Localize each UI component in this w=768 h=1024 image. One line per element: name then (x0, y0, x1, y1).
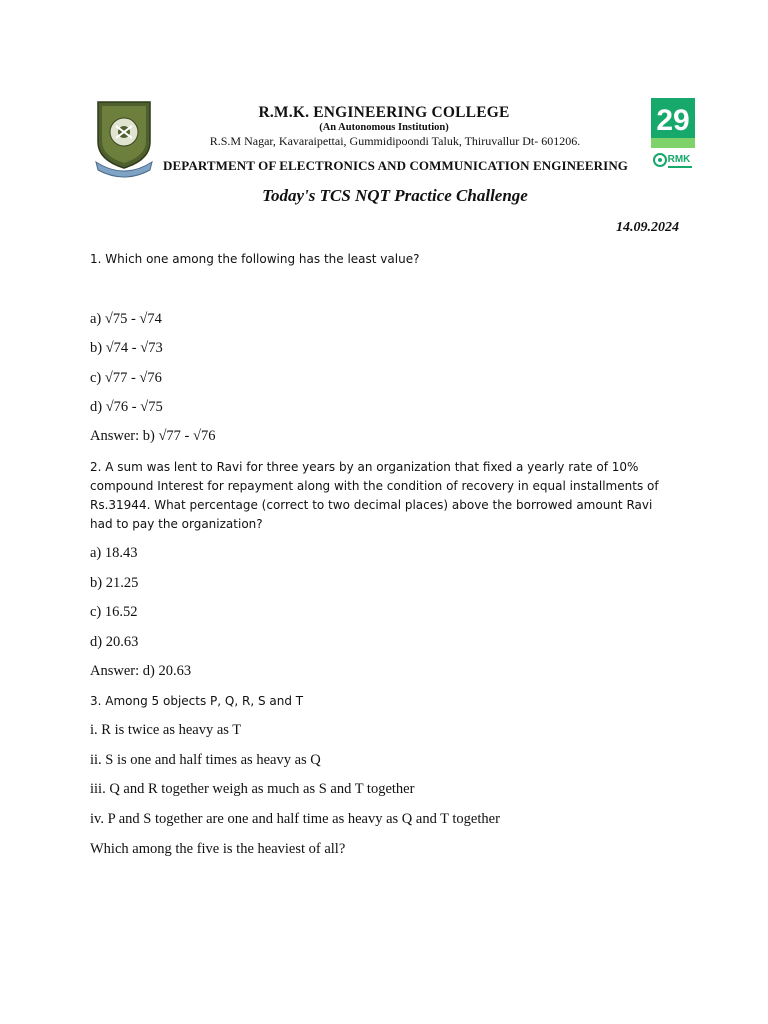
badge-brand: RMK (667, 154, 691, 165)
question-3-text: 3. Among 5 objects P, Q, R, S and T (90, 694, 304, 708)
question-3-statement-i: i. R is twice as heavy as T (90, 722, 242, 738)
question-1-text: 1. Which one among the following has the least value? (90, 252, 420, 266)
question-2-option-d: d) 20.63 (90, 634, 139, 650)
question-2-option-c: c) 16.52 (90, 604, 138, 620)
question-3-statement-iii: iii. Q and R together weigh as much as S and T together (90, 781, 415, 797)
question-3-statement-iv: iv. P and S together are one and half time as heavy as Q and T together (90, 811, 500, 827)
question-2-option-a: a) 18.43 (90, 545, 138, 561)
anniversary-badge-logo (648, 96, 698, 174)
badge-number: 29 (656, 104, 690, 137)
question-1-option-c: c) √77 - √76 (90, 370, 162, 386)
document-title: Today's TCS NQT Practice Challenge (262, 186, 528, 205)
question-1-option-a: a) √75 - √74 (90, 311, 162, 327)
question-1-option-b: b) √74 - √73 (90, 340, 163, 356)
college-name: R.M.K. ENGINEERING COLLEGE (258, 104, 510, 121)
college-status: (An Autonomous Institution) (319, 122, 449, 133)
question-1-answer: Answer: b) √77 - √76 (90, 428, 216, 444)
question-2-answer: Answer: d) 20.63 (90, 663, 192, 679)
question-3-statement-ii: ii. S is one and half times as heavy as Q (90, 752, 321, 768)
college-address: R.S.M Nagar, Kavaraipettai, Gummidipoondi Taluk, Thiruvallur Dt- 601206. (209, 134, 581, 148)
question-3-prompt: Which among the five is the heaviest of all? (90, 841, 346, 857)
document-date: 14.09.2024 (616, 220, 679, 235)
question-2-text: 2. A sum was lent to Ravi for three years by an organization that fixed a yearly rate of 10% compound Interest for repayment along with the condition of recovery in equal installments of Rs.31944. What percentage (correct to two decimal places) above the borrowed amount Ravi had to pay the organization? (90, 460, 659, 531)
question-1-option-d: d) √76 - √75 (90, 399, 163, 415)
department-name: DEPARTMENT OF ELECTRONICS AND COMMUNICATION ENGINEERING (163, 158, 629, 173)
question-2-option-b: b) 21.25 (90, 575, 139, 591)
